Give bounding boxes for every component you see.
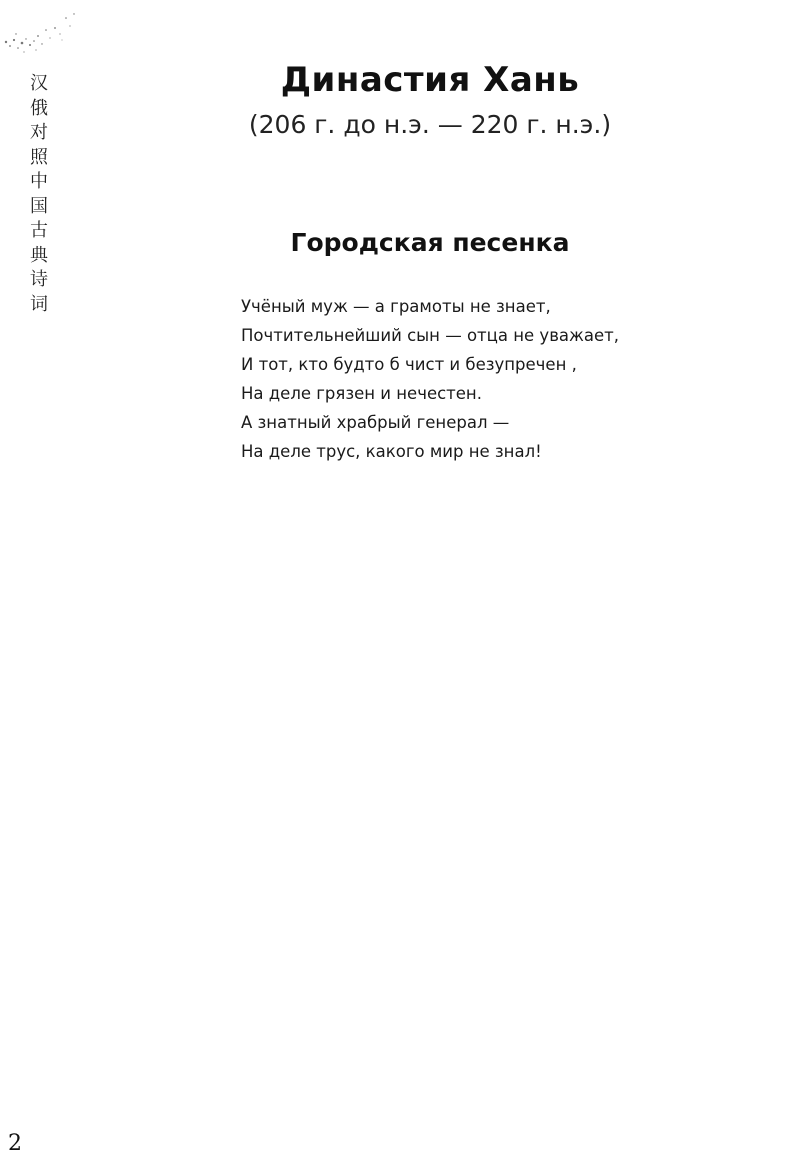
- series-title-char: 俄: [30, 97, 48, 119]
- series-title-char: 国: [30, 195, 48, 217]
- series-title-char: 典: [30, 244, 48, 266]
- poem-line: На деле трус, какого мир не знал!: [241, 442, 542, 461]
- poem-line: Почтительнейший сын — отца не уважает,: [241, 326, 620, 345]
- poem-line: На деле грязен и нечестен.: [241, 384, 482, 403]
- poem-line: И тот, кто будто б чист и безупречен ,: [241, 355, 577, 374]
- poem-line: А знатный храбрый генерал —: [241, 413, 510, 432]
- print-speckle-decoration: [0, 0, 90, 60]
- series-title-char: 汉: [30, 73, 48, 94]
- poem-line: Учёный муж — а грамоты не знает,: [241, 297, 551, 316]
- poem-body: [241, 292, 619, 466]
- series-vertical-title: [26, 72, 52, 317]
- series-title-char: 中: [30, 171, 48, 192]
- series-title-char: 对: [30, 122, 48, 143]
- page-number: 2: [8, 1131, 22, 1156]
- poem-title: Городская песенка: [290, 228, 570, 257]
- chapter-dates: (206 г. до н.э. — 220 г. н.э.): [248, 110, 612, 139]
- chapter-title: Династия Хань: [280, 60, 580, 100]
- series-title-char: 词: [30, 293, 48, 315]
- series-title-char: 诗: [30, 269, 48, 290]
- series-title-char: 古: [30, 220, 48, 241]
- series-title-char: 照: [30, 146, 48, 168]
